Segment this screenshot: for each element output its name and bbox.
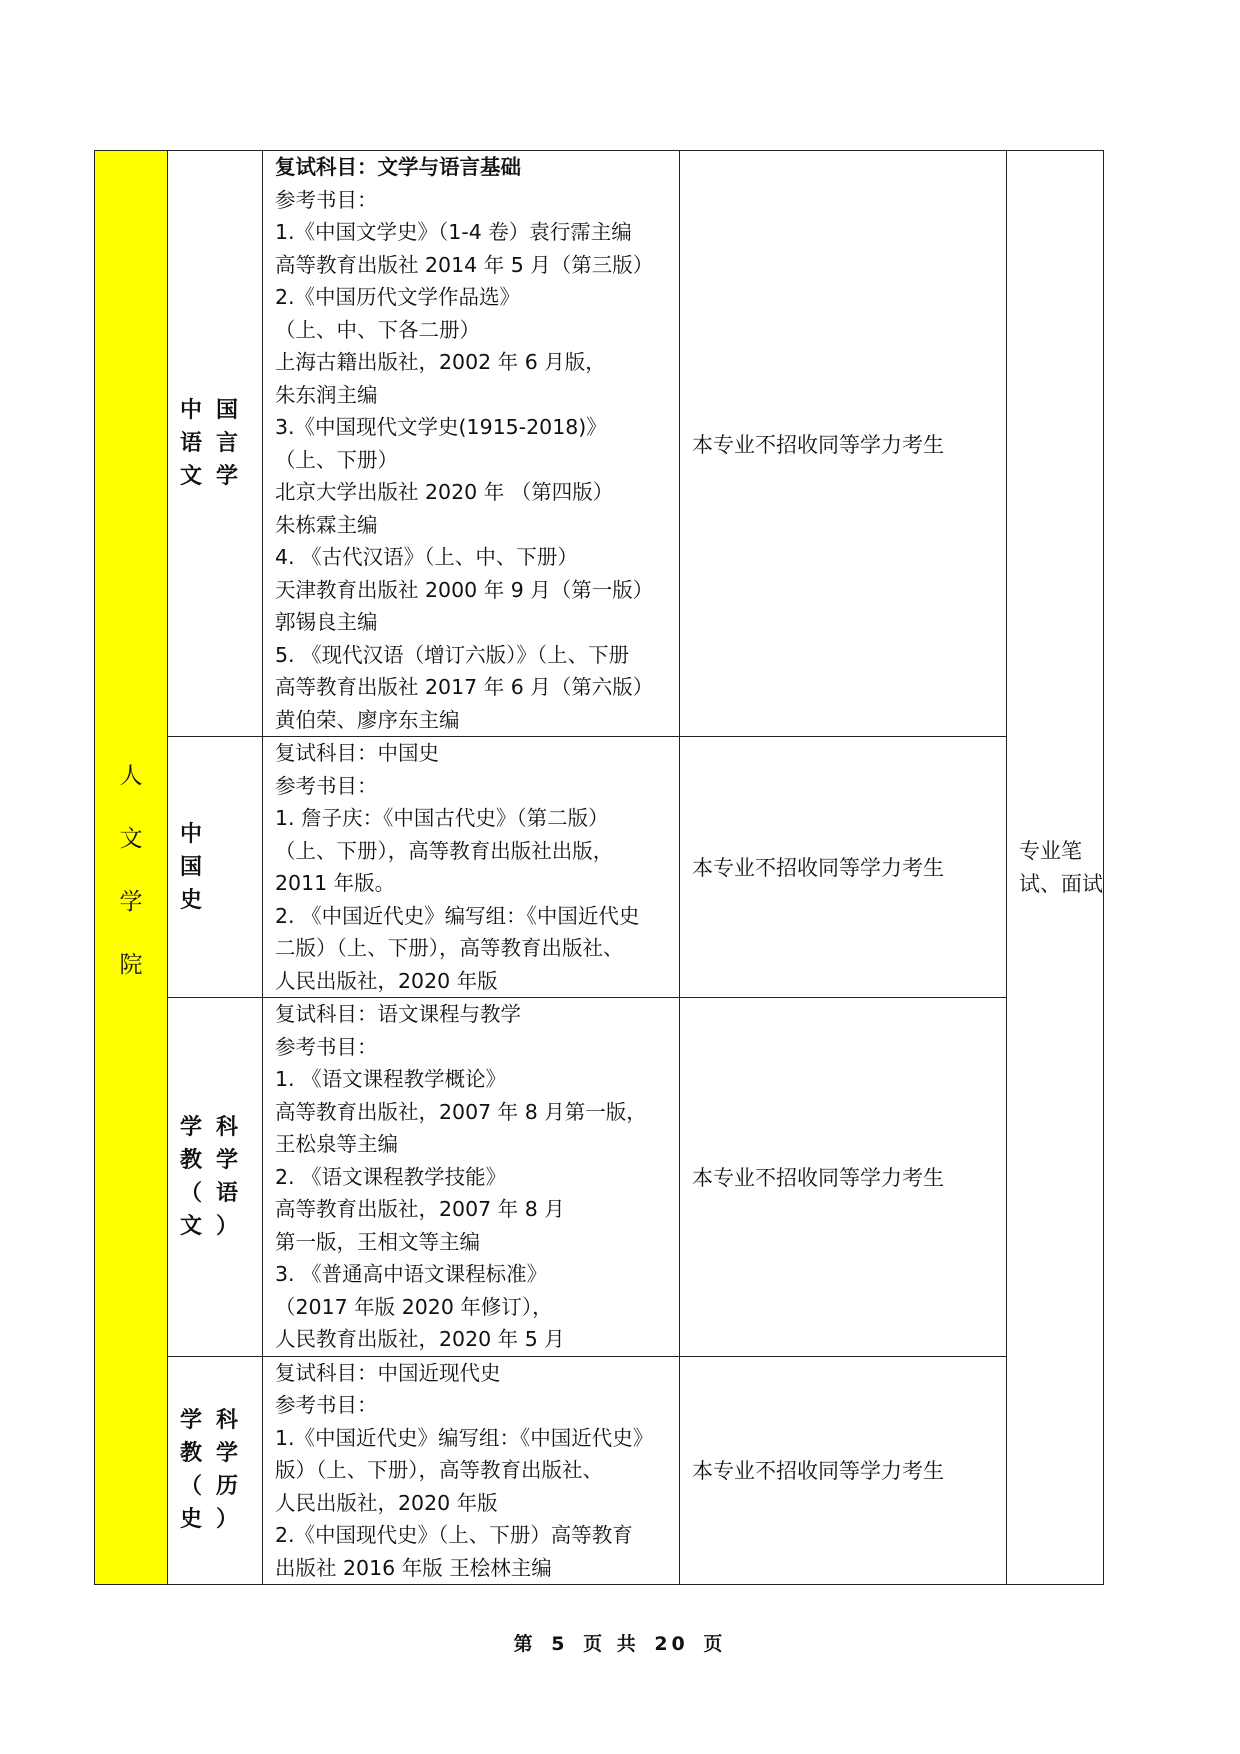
book-line: 高等教育出版社 2017 年 6 月（第六版） (275, 675, 654, 699)
exam-subject: 复试科目：中国近现代史 (275, 1360, 501, 1385)
applicant-note: 本专业不招收同等学力考生 (680, 151, 1007, 737)
major-cell (168, 737, 263, 998)
college-char: 文 (119, 825, 143, 852)
book-line: （上、下册） (275, 447, 398, 472)
major-cell (168, 151, 263, 737)
footer-total-pages: 20 (654, 1633, 689, 1655)
book-line: 参考书目： (275, 773, 378, 798)
book-line: 3.《中国现代文学史(1915-2018)》 (275, 415, 607, 439)
book-line: 北京大学出版社 2020 年 （第四版） (275, 480, 614, 504)
exam-mode-cell: 专业笔试、面试 (1007, 151, 1104, 1585)
footer-page-number: 5 (551, 1633, 569, 1655)
book-line: 5. 《现代汉语（增订六版）》（上、下册 (275, 642, 630, 667)
book-line: 1. 詹子庆：《中国古代史》（第二版） (275, 806, 609, 830)
major-row (95, 737, 1104, 998)
book-line: 郭锡良主编 (275, 610, 378, 634)
book-line: 高等教育出版社，2007 年 8 月第一版， (275, 1099, 647, 1124)
exam-books-cell (263, 737, 680, 998)
college-name (95, 757, 167, 979)
book-line: 2.《中国现代史》（上、下册）高等教育 (275, 1523, 633, 1547)
major-cell (168, 998, 263, 1357)
book-line: 参考书目： (275, 187, 378, 212)
major-name: 学科教学（语文） (180, 1114, 240, 1239)
book-line: 3. 《普通高中语文课程标准》 (275, 1262, 548, 1286)
book-line: 高等教育出版社，2007 年 8 月 (275, 1197, 565, 1221)
book-line: 二版）（上、下册），高等教育出版社、 (275, 936, 624, 960)
book-line: （2017 年版 2020 年修订）， (275, 1294, 553, 1319)
book-line: 2. 《中国近代史》编写组：《中国近代史 (275, 903, 640, 928)
exam-subject: 复试科目：语文课程与教学 (275, 1002, 521, 1026)
book-line: 人民出版社，2020 年版 (275, 1490, 498, 1515)
exam-books-cell (263, 998, 680, 1357)
book-line: 4. 《古代汉语》（上、中、下册） (275, 545, 578, 569)
book-line: 上海古籍出版社，2002 年 6 月版， (275, 350, 606, 374)
major-name: 中国史 (180, 821, 205, 913)
book-line: 出版社 2016 年版 王桧林主编 (275, 1555, 552, 1580)
book-line: 人民教育出版社，2020 年 5 月 (275, 1327, 565, 1351)
book-line: 1.《中国近代史》编写组：《中国近代史》 (275, 1425, 654, 1450)
book-line: 1.《中国文学史》（1-4 卷）袁行霈主编 (275, 220, 632, 244)
college-cell (95, 151, 168, 1585)
applicant-note: 本专业不招收同等学力考生 (680, 998, 1007, 1357)
page-footer (0, 1629, 1240, 1656)
applicant-note: 本专业不招收同等学力考生 (680, 737, 1007, 998)
book-line: 第一版，王相文等主编 (275, 1229, 480, 1254)
book-line: 朱东润主编 (275, 382, 378, 407)
book-line: 天津教育出版社 2000 年 9 月（第一版） (275, 577, 654, 602)
book-line: 朱栋霖主编 (275, 512, 378, 537)
book-line: 版）（上、下册），高等教育出版社、 (275, 1458, 603, 1482)
book-line: 2. 《语文课程教学技能》 (275, 1164, 507, 1189)
exam-subject: 复试科目：文学与语言基础 (275, 155, 521, 179)
major-row (95, 151, 1104, 737)
major-cell (168, 1356, 263, 1585)
book-line: 2011 年版。 (275, 871, 396, 895)
college-char: 院 (119, 951, 143, 978)
book-line: 参考书目： (275, 1034, 378, 1059)
book-line: 黄伯荣、廖序东主编 (275, 707, 460, 732)
footer-prefix: 第 (513, 1633, 537, 1655)
book-line: 高等教育出版社 2014 年 5 月（第三版） (275, 252, 654, 277)
major-name: 中国语言文学 (180, 398, 240, 489)
major-row (95, 998, 1104, 1357)
book-line: 王松泉等主编 (275, 1132, 398, 1156)
admissions-table (94, 150, 1104, 1585)
applicant-note: 本专业不招收同等学力考生 (680, 1356, 1007, 1585)
footer-suffix: 页 (703, 1633, 727, 1655)
college-char: 人 (119, 762, 143, 789)
book-line: 2.《中国历代文学作品选》 (275, 285, 521, 309)
exam-subject: 复试科目：中国史 (275, 741, 439, 765)
book-line: 人民出版社，2020 年版 (275, 968, 498, 993)
exam-books-cell (263, 1356, 680, 1585)
major-name: 学科教学（历史） (180, 1408, 240, 1533)
book-line: （上、中、下各二册） (275, 317, 480, 342)
book-line: （上、下册），高等教育出版社出版， (275, 838, 614, 863)
book-line: 1. 《语文课程教学概论》 (275, 1067, 507, 1091)
college-char: 学 (119, 888, 143, 915)
footer-middle: 页 共 (583, 1633, 640, 1655)
major-row (95, 1356, 1104, 1585)
book-line: 参考书目： (275, 1393, 378, 1417)
exam-books-cell (263, 151, 680, 737)
